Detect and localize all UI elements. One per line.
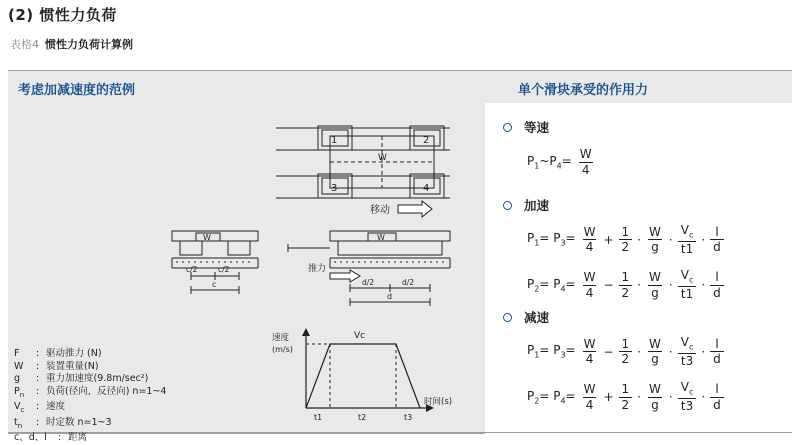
fraction: $\frac{W}{4}$ [583, 381, 596, 412]
carriage-label-3: 3 [331, 183, 338, 194]
operator: · [701, 344, 706, 359]
legend-item: $t_n$ : 时定数 n=1~3 [14, 417, 166, 432]
column-header-right: 单个滑块承受的作用力 [518, 83, 649, 98]
column-header-left: 考虑加减速度的范例 [18, 83, 136, 98]
carriage-label-1: 1 [331, 135, 338, 146]
formula-title [503, 196, 726, 214]
legend-desc: 装置重量(N) [46, 360, 99, 372]
side-dim-total: d [387, 292, 393, 301]
fraction: $\frac{W}{4}$ [583, 336, 596, 367]
bullet-icon [503, 201, 512, 210]
operator: · [701, 278, 706, 293]
fraction-numerator: $V_c$ [680, 268, 694, 285]
fraction [577, 148, 595, 176]
top-view-weight-label: W [378, 153, 387, 163]
operator: · [668, 232, 673, 247]
formula-block-deceleration [503, 308, 726, 413]
fraction: $\frac{l}{d}$ [710, 271, 724, 299]
graph-x-axis-label: 时间(s) [424, 397, 453, 407]
carriage-label-2: 2 [423, 135, 430, 146]
table-caption-text: 惯性力负荷计算例 [45, 38, 133, 51]
fraction-numerator: $V_c$ [680, 380, 694, 397]
fraction: $\frac{1}{2}$ [619, 338, 633, 366]
formula-lhs: $P_2= P_4=$ [527, 276, 576, 294]
side-view-weight-label: W [377, 233, 385, 242]
formula-title-text: 加速 [524, 198, 550, 213]
legend-symbol: c、d、l [14, 432, 47, 444]
front-view-weight-label: W [203, 233, 211, 242]
graph-segment-t3: t3 [404, 413, 413, 422]
fraction: $\frac{W}{4}$ [583, 224, 596, 255]
legend-item: F : 驱动推力 (N) [14, 348, 102, 359]
formula-title-text: 等速 [524, 120, 550, 135]
fraction: $\frac{1}{2}$ [619, 226, 633, 254]
operator: · [637, 232, 642, 247]
legend-list [14, 348, 166, 445]
formula-title [503, 118, 597, 136]
fraction: $\frac{W}{g}$ [649, 269, 661, 300]
carriage-label-4: 4 [423, 183, 430, 194]
formula-lhs: $P_1\sim P_4=$ [527, 153, 572, 171]
bullet-icon [503, 123, 512, 132]
fraction: $\frac{l}{d}$ [710, 338, 724, 366]
legend-symbol: $P_n$ [14, 385, 25, 399]
formula-line [527, 269, 726, 300]
operator: + [603, 232, 614, 247]
legend-item: $V_c$ : 速度 [14, 401, 166, 416]
formula-lhs: $P_1= P_3=$ [527, 343, 576, 360]
operator: · [637, 390, 642, 405]
fraction: $\frac{1}{2}$ [619, 271, 633, 299]
formula-line [527, 224, 726, 255]
operator: · [668, 344, 673, 359]
formula-line [527, 336, 726, 367]
graph-segment-t2: t2 [358, 413, 367, 422]
formula-line [527, 381, 726, 412]
legend-desc: 时定数 n=1~3 [46, 416, 112, 428]
fraction: $\frac{W}{g}$ [649, 336, 661, 367]
legend-desc: 距离 [68, 432, 88, 444]
fraction: $\frac{V_c}{t3}$ [678, 336, 697, 367]
legend-item: $P_n$ : 负荷(径向，反径向) n=1~4 [14, 386, 166, 401]
operator: · [637, 344, 642, 359]
formula-title [503, 308, 726, 326]
fraction-numerator: $V_c$ [680, 223, 694, 240]
formula-line [527, 148, 597, 176]
fraction: $\frac{W}{4}$ [583, 269, 596, 300]
legend-desc: 负荷(径向，反径向) n=1~4 [46, 385, 167, 397]
graph-peak-label: Vc [354, 331, 366, 341]
formula-lhs: $P_2= P_4=$ [527, 388, 576, 406]
fraction: $\frac{V_c}{t3}$ [678, 381, 697, 412]
fraction: $\frac{W}{g}$ [649, 224, 661, 255]
legend-symbol: $t_n$ [14, 416, 23, 430]
side-dim-half-right: d/2 [402, 278, 415, 287]
legend-symbol: $V_c$ [14, 401, 25, 415]
page-title: (2) 惯性力负荷 [8, 6, 117, 24]
operator: · [701, 390, 706, 405]
operator: + [603, 390, 614, 405]
formula-block-constant-speed [503, 118, 597, 176]
front-dim-half-left: c/2 [186, 265, 198, 274]
fraction-numerator: $V_c$ [680, 335, 694, 352]
legend-symbol: W [14, 360, 24, 372]
fraction-denominator: 4 [579, 162, 593, 177]
operator: · [668, 278, 673, 293]
legend-desc: 驱动推力 (N) [46, 348, 102, 359]
table-caption-label: 表格4 [10, 38, 39, 51]
fraction: $\frac{l}{d}$ [710, 226, 724, 254]
operator: · [637, 278, 642, 293]
fraction: $\frac{V_c}{t1}$ [678, 269, 697, 300]
formula-lhs: $P_1= P_3=$ [527, 231, 576, 248]
formula-title-text: 减速 [524, 310, 550, 325]
graph-segment-t1: t1 [314, 413, 323, 422]
legend-symbol: g [14, 373, 21, 385]
legend-desc: 速度 [46, 401, 66, 413]
legend-item: g : 重力加速度(9.8m/sec²) [14, 373, 149, 385]
move-label: 移动 [370, 205, 390, 216]
operator: − [603, 344, 614, 359]
legend-item: W : 装置重量(N) [14, 360, 99, 372]
fraction: $\frac{1}{2}$ [619, 383, 633, 411]
front-dim-total: c [212, 280, 217, 289]
graph-y-axis-unit: (m/s) [272, 345, 293, 354]
graph-y-axis-label: 速度 [272, 333, 290, 343]
bullet-icon [503, 313, 512, 322]
side-dim-half-left: d/2 [362, 278, 375, 287]
front-dim-half-right: c/2 [218, 265, 230, 274]
operator: − [603, 278, 614, 293]
formula-block-acceleration [503, 196, 726, 301]
legend-item: c、d、l : 距离 [14, 432, 88, 444]
fraction: $\frac{V_c}{t1}$ [678, 224, 697, 255]
operator: · [701, 232, 706, 247]
operator: · [668, 390, 673, 405]
fraction-numerator: W [579, 147, 592, 161]
fraction: $\frac{l}{d}$ [710, 383, 724, 411]
thrust-label: 推力 [308, 264, 327, 274]
legend-desc: 重力加速度(9.8m/sec²) [46, 373, 149, 385]
fraction: $\frac{W}{g}$ [649, 381, 661, 412]
legend-symbol: F [14, 348, 20, 359]
